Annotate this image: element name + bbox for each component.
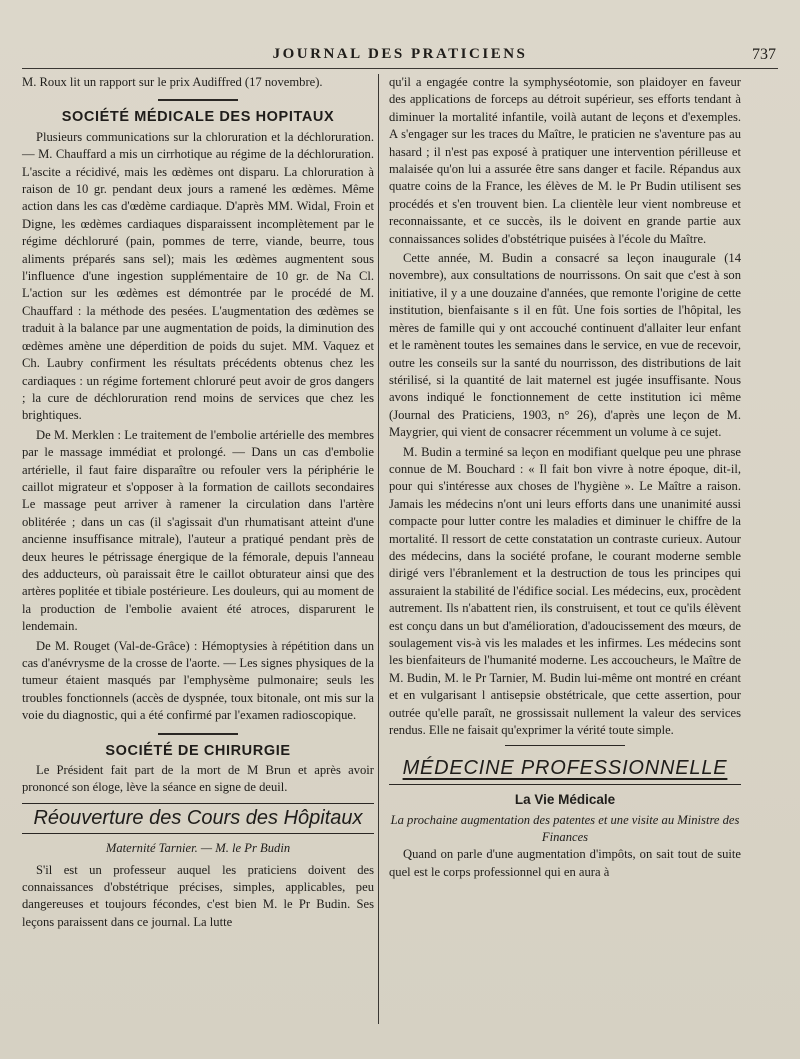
section-heading-hopitaux: SOCIÉTÉ MÉDICALE DES HOPITAUX [61,109,335,126]
divider [158,733,238,735]
subheading-vie-medicale: La Vie Médicale [514,791,616,807]
running-title: JOURNAL DES PRATICIENS [272,46,528,62]
paragraph-rouget: De M. Rouget (Val-de-Grâce) : Hémoptysies à répétition dans un cas d'anévrysme de la crosse de l'aorte. — Les signes physiques de la tumeur étaient masqués par l'emphysème pulmonaire; seuls les troubles fonctionnels (accès de dyspnée, toux bitonale, ont mis sur la voie du diagnostic, qui a été confirmé par l'examen radioscopique. [22,638,374,723]
page-header [22,44,778,69]
page-number: 737 [752,46,776,63]
paragraph-chirurgie: Le Président fait part de la mort de M Brun et après avoir prononcé son éloge, lève la séance en signe de deuil. [22,763,374,795]
paragraph-symphyseotomie: qu'il a engagée contre la symphyséotomie, son plaidoyer en faveur des applications de forceps au détroit supérieur, ses efforts tendant à diminuer la mortalité infantile, voilà autant de leçons et d'exemples. A s'engager sur les traces du Maître, le praticien ne s'aventure pas au hasard ; il n'est pas exposé à pratiquer une intervention périlleuse et malaisée qu'on lui a assurée être sans danger et facile. Répandus aux quatre coins de la France, les élèves de M. le Pr Budin utilisent ses procédés et s'en trouvent bien. La clientèle leur vient nombreuse et reconnaissante, et ce succès, ils le doivent en grande partie aux connaissances solides d'obstétrique puisées à l'école du Maître. [389,75,741,246]
intro-paragraph: M. Roux lit un rapport sur le prix Audiffred (17 novembre). [22,75,323,89]
right-column [389,74,741,883]
paragraph-impots: Quand on parle d'une augmentation d'impôts, on sait tout de suite quel est le corps professionnel qui en aura à [389,847,741,879]
left-column [22,74,374,933]
column-divider [378,74,379,1024]
section-heading-reouverture: Réouverture des Cours des Hôpitaux [22,803,374,834]
divider [505,745,625,746]
section-heading-chirurgie: SOCIÉTÉ DE CHIRURGIE [105,742,291,759]
paragraph-chloruration: Plusieurs communications sur la chloruration et la déchloruration. — M. Chauffard a mis un cirrhotique au régime de la déchloruration. L'ascite a récidivé, mais les œdèmes ont disparu. La chloruration à raison de 10 gr. pendant deux jours a ramené les œdèmes. Même action dans les cas d'œdème cardiaque. D'après MM. Widal, Froin et Digne, les œdèmes cardiaques disparaissent incomplètement par le régime déchloruré (pain, pommes de terre, viande, beurre, tous aliments préparés sans sel); mais les œdèmes augmentent sous l'influence d'une ingestion supplémentaire de 10 gr. de Na Cl. L'action sur les œdèmes est démontrée par le procédé de M. Chauffard : la méthode des pesées. L'augmentation des œdèmes se traduit à la balance par une augmentation de poids, la diminution des œdèmes amène une déperdition de poids du sujet. MM. Vaquez et Ch. Laubry confirment les résultats précédents obtenus chez les cardiaques : un régime fortement chloruré peut avoir de gros dangers ; la cure de déchloruration rend moins de services que chez les brightiques. [22,129,374,423]
paragraph-nourrissons: Cette année, M. Budin a consacré sa leçon inaugurale (14 novembre), aux consultations de nourrissons. On sait que c'est à son initiative, il y a une douzaine d'années, que remonte l'origine de cette institution, bienfaisante s il en fût. Une fois sorties de l'hôpital, les mères de famille qui y ont accouché continuent d'allaiter leur enfant et le ramènent toutes les semaines dans le service, en vue de recevoir, outre les conseils sur la santé du nourrisson, des distributions de lait stérilisé, si la quantité de lait maternel est jugée insuffisante. Nous avons indiqué le fonctionnement de cette institution ici même (Journal des Praticiens, 1903, n° 26), d'après une leçon de M. Maygrier, qui vient de consacrer récemment un volume à ce sujet. [389,251,741,440]
paragraph-bouchard: M. Budin a terminé sa leçon en modifiant quelque peu une phrase connue de M. Bouchard : « Il fait bon vivre à notre époque, dit-il, pour qui s'intéresse aux choses de l'hygiène ». Le Maître a raison. Jamais les médecins n'ont uni leurs efforts dans une unanimité aussi compacte pour lutter contre les maladies et diminuer le chiffre de la mortalité. Il ressort de cette constatation un contraste curieux. Autour des médecins, dans la société profane, le courant moderne semble dirigé vers l'ébranlement et la destruction de tous les principes qui assuraient la stabilité de l'édifice social. Les médecins, eux, procèdent autrement. Ils n'abattent rien, ils construisent, et tout ce qu'ils élèvent est conçu dans un but d'amélioration, d'adoucissement des mœurs, de soulagement vis-à vis les malades et les infirmes. Les médecins sont les bienfaiteurs de l'humanité moderne. Les accoucheurs, le Maître de M. Budin, M. le Pr Tarnier, M. Budin lui-même ont montré en créant et en vulgarisant l antisepsie obstétricale, que cette assertion, pour outrée qu'elle paraît, ne grossissait nullement la valeur des services rendus. Elle ne faisait qu'exprimer la vérité toute simple. [389,444,741,738]
paragraph-merklen: De M. Merklen : Le traitement de l'embolie artérielle des membres par le massage immédiat et prolongé. — Dans un cas d'embolie artérielle, il faut faire disparaître ou refouler vers la périphérie le caillot migrateur et s'opposer à la formation de caillots secondaires Le massage peut arriver à ramener la circulation dans l'artère oblitérée ; dans un cas (il s'agissait d'un rhumatisant atteint d'une ancienne insuffisance mitrale), l'auteur a pratiqué pendant près de deux heures le pétrissage énergique de la fémorale, depuis l'anneau des adducteurs, où paraissait être le caillot obturateur ainsi que des artères poplitée et tibiale postérieure. Les douleurs, qui au moment de la production de l'embolie avaient été atroces, disparurent le lendemain. [22,427,374,634]
divider [158,99,238,101]
section-heading-medecine: MÉDECINE PROFESSIONNELLE [389,754,741,784]
subheading-maternite: Maternité Tarnier. — M. le Pr Budin [105,841,291,856]
paragraph-budin: S'il est un professeur auquel les praticiens doivent des connaissances d'obstétrique précises, simples, applicables, peu dangereuses et toujours fécondes, c'est bien M. le Pr Budin. Ses leçons paraissent dans ce journal. La lutte [22,862,374,929]
article-subtitle: La prochaine augmentation des patentes et une visite au Ministre des Finances [390,813,740,845]
